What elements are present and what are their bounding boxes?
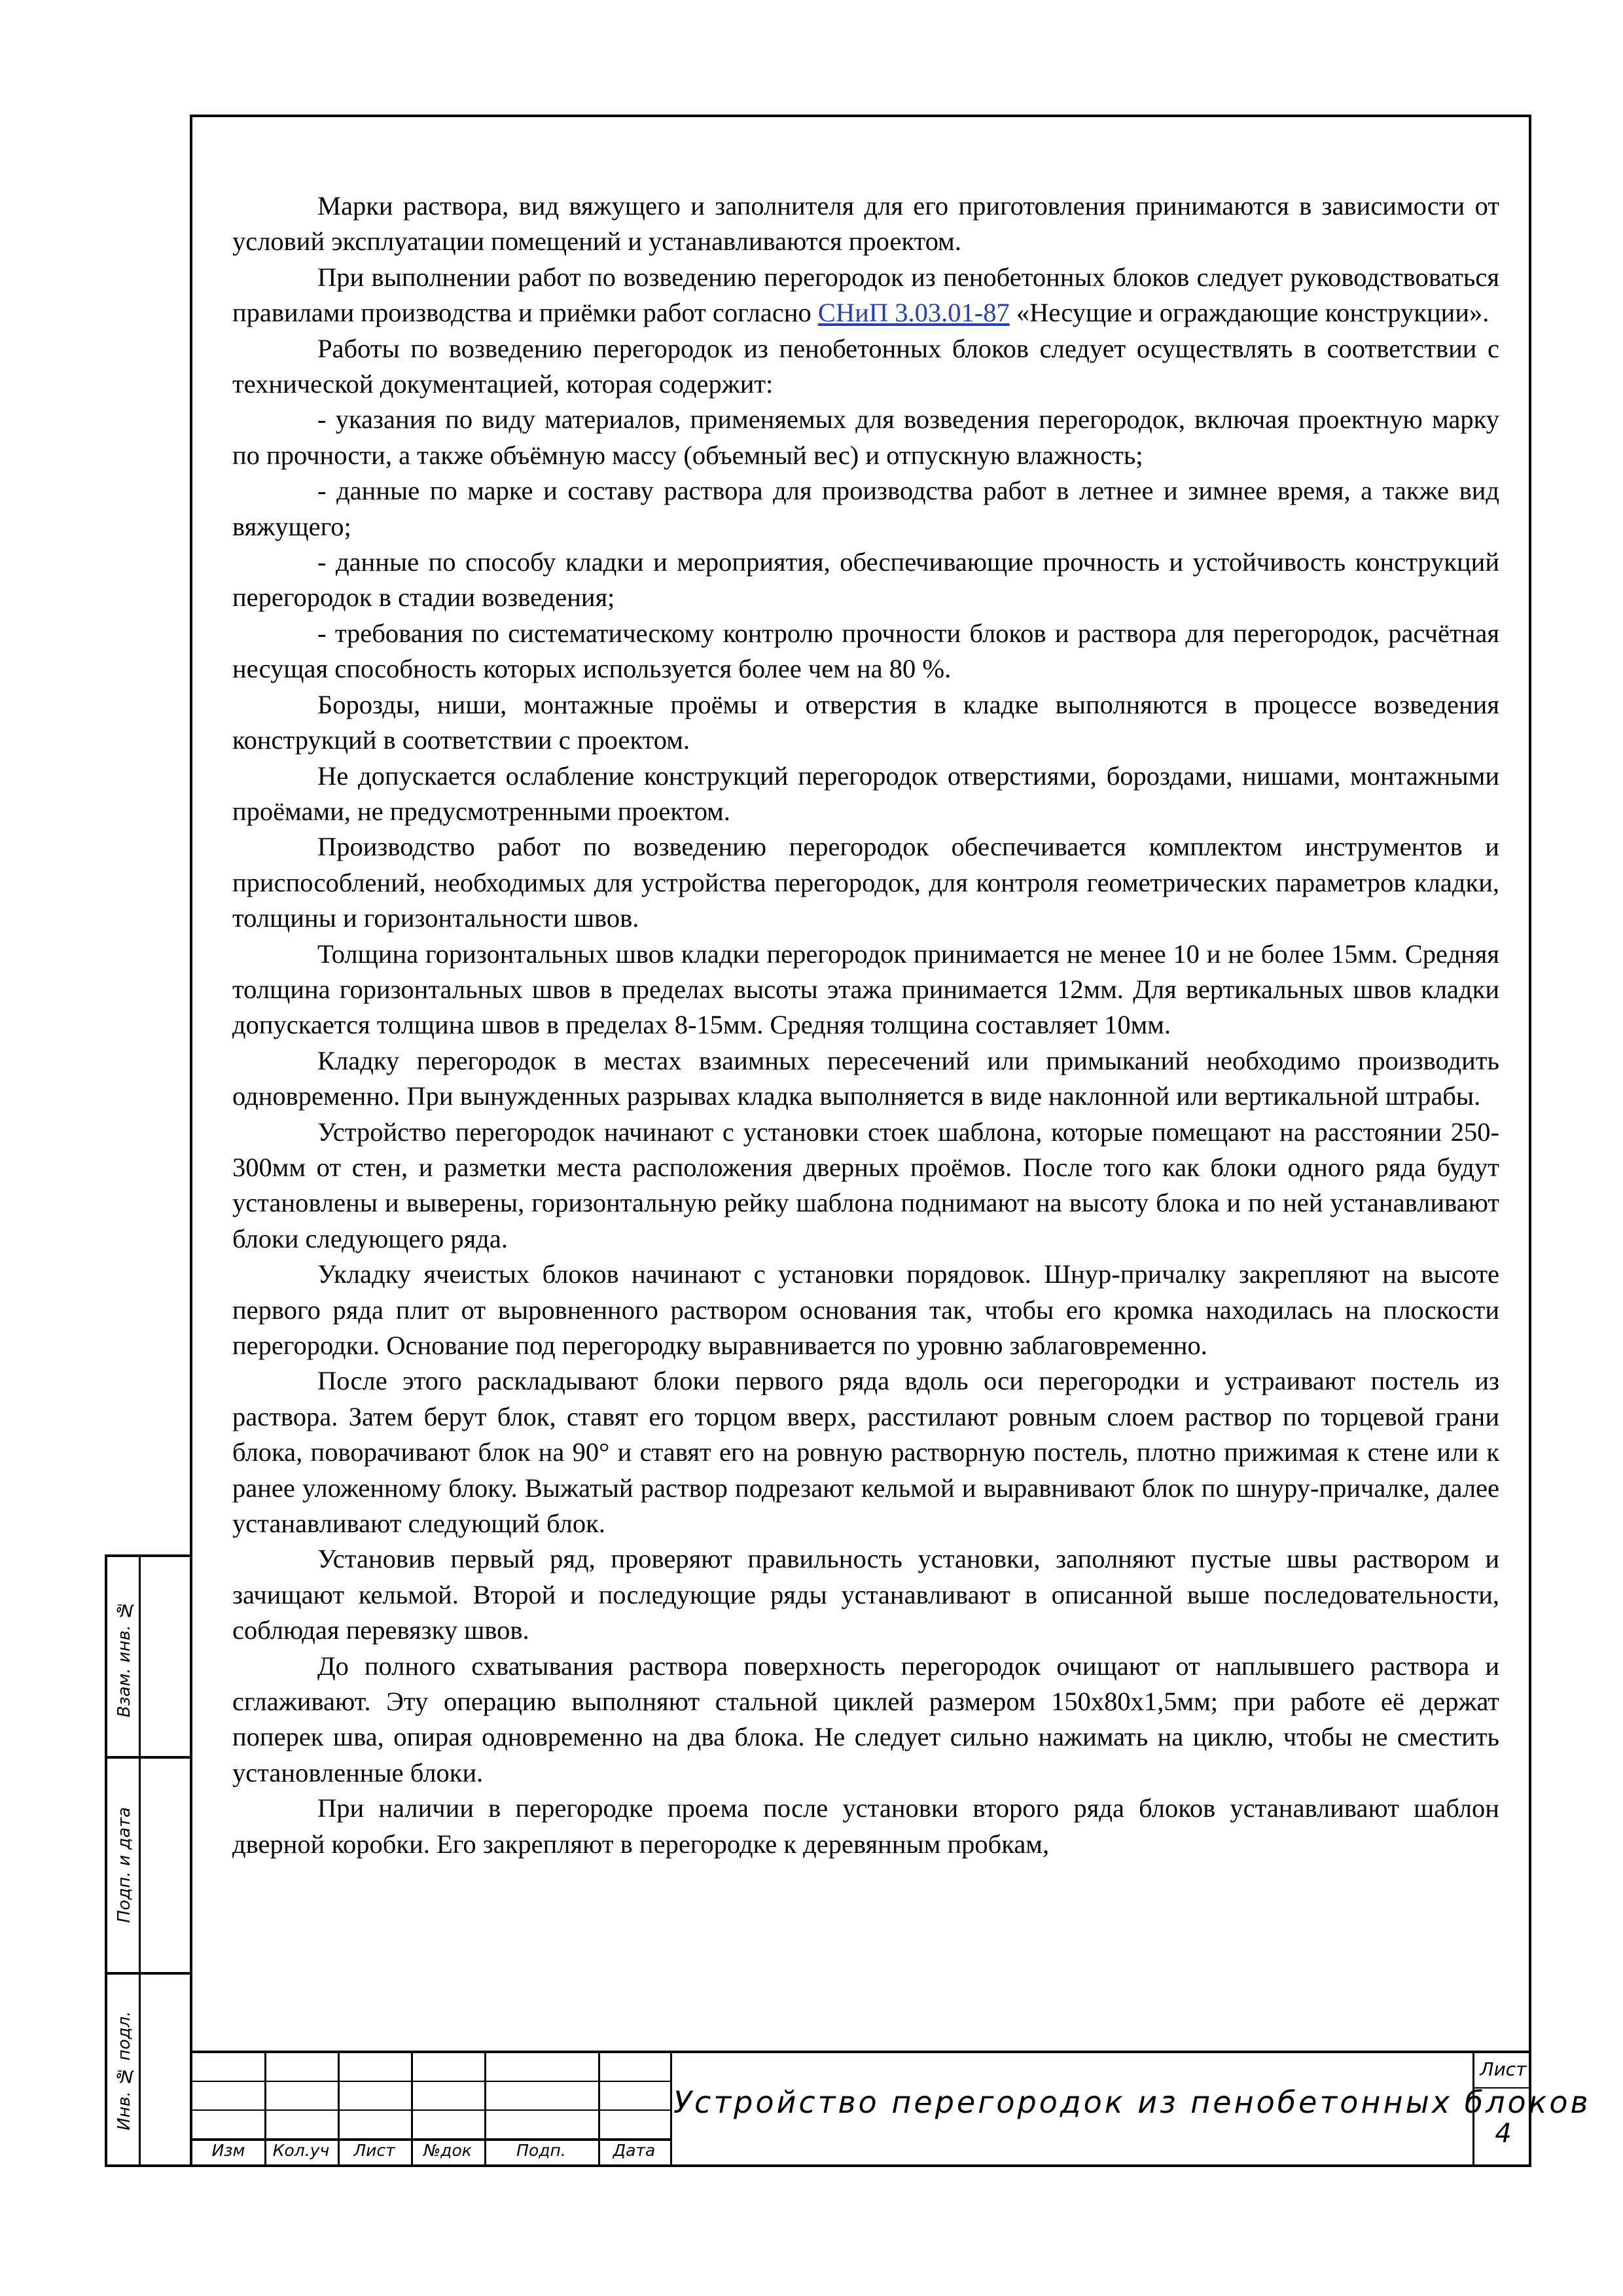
paragraph: Марки раствора, вид вяжущего и заполнителя для его приготовления принимаются в зависимости от условий эксплуатации помещений и устанавливаются проектом. [232,191,1499,257]
tb-header-count: Кол.уч [272,2140,330,2160]
list-item: - указания по виду материалов, применяемых для возведения перегородок, включая проектную марку по прочности, а также объёмную массу (объемный вес) и отпускную влажность; [232,404,1499,470]
document-title: Устройство перегородок из пенобетонных блоков [673,2085,1591,2120]
tb-row-line [192,2109,670,2111]
tb-header-sheet: Лист [353,2140,395,2160]
document-body [232,188,1499,1862]
tb-divider [670,2053,672,2164]
tb-header-signature: Подп. [516,2140,566,2160]
paragraph-text: При выполнении работ по возведению перегородок из пенобетонных блоков следует руководствоваться правилами производства и приёмки работ согласно [232,262,1499,328]
paragraph: При наличии в перегородке проема после установки второго ряда блоков устанавливают шаблон дверной коробки. Его закрепляют в перегородке к деревянным пробкам, [232,1793,1499,1859]
list-item: - данные по марке и составу раствора для производства работ в летнее и зимнее время, а также вид вяжущего; [232,476,1499,541]
tb-header-doc-no: №док [423,2140,472,2160]
paragraph-text: «Несущие и ограждающие конструкции». [1009,298,1489,328]
side-label-replaced-inv: Взам. инв. № [115,1600,134,1717]
tb-row-line [192,2081,670,2082]
paragraph: Укладку ячеистых блоков начинают с установки порядовок. Шнур-причалку закрепляют на высоте первого ряда плит от выровненного раствором основания так, чтобы его кромка находилась на плоскости перегородки. Основание под перегородку выравнивается по уровню заблаговременно. [232,1259,1499,1360]
side-stamp-divider [139,1557,141,2164]
paragraph: Работы по возведению перегородок из пенобетонных блоков следует осуществлять в соответствии с технической документацией, которая содержит: [232,333,1499,399]
side-stamp-row-line [107,1972,190,1975]
paragraph: Толщина горизонтальных швов кладки перегородок принимается не менее 10 и не более 15мм. Средняя толщина горизонтальных швов в пределах высоты этажа принимается 12мм. Для вертикальных швов кладки допускается толщина швов в пределах 8-15мм. Средняя толщина составляет 10мм. [232,939,1499,1040]
list-item: - данные по способу кладки и мероприятия, обеспечивающие прочность и устойчивость конструкций перегородок в стадии возведения; [232,547,1499,613]
paragraph [232,260,1499,331]
side-label-original-inv: Инв. № подл. [115,2011,134,2131]
paragraph: Кладку перегородок в местах взаимных пересечений или примыканий необходимо производить одновременно. При вынужденных разрывах кладка выполняется в виде наклонной или вертикальной штрабы. [232,1045,1499,1111]
paragraph: Устройство перегородок начинают с установки стоек шаблона, которые помещают на расстоянии 250-300мм от стен, и разметки места расположения дверных проёмов. После того как блоки одного ряда будут установлены и выверены, горизонтальную рейку шаблона поднимают на высоту блока и по ней устанавливают блоки следующего ряда. [232,1117,1499,1253]
title-block [190,2051,1591,2167]
paragraph: Установив первый ряд, проверяют правильность установки, заполняют пустые швы раствором и зачищают кельмой. Второй и последующие ряды устанавливают в описанной выше последовательности, соблюдая перевязку швов. [232,1544,1499,1645]
sheet-number: 4 [1495,2119,1512,2149]
paragraph: Борозды, ниши, монтажные проёмы и отверстия в кладке выполняются в процессе возведения конструкций в соответствии с проектом. [232,689,1499,755]
side-label-signature-date: Подп. и дата [115,1806,134,1923]
snip-link[interactable]: СНиП 3.03.01-87 [817,298,1010,328]
sheet-label: Лист [1480,2058,1527,2080]
list-item: - требования по систематическому контролю прочности блоков и раствора для перегородок, расчётная несущая способность которых используется более чем на 80 %. [232,618,1499,684]
paragraph: Не допускается ослабление конструкций перегородок отверстиями, бороздами, нишами, монтажными проёмами, не предусмотренными проектом. [232,761,1499,826]
paragraph: После этого раскладывают блоки первого ряда вдоль оси перегородки и устраивают постель из раствора. Затем берут блок, ставят его торцом вверх, расстилают ровным слоем раствор по торцевой грани блока, поворачивают блок на 90° и ставят его на ровную растворную постель, плотно прижимая к стене или к ранее уложенному блоку. Выжатый раствор подрезают кельмой и выравнивают блок по шнуру-причалке, далее устанавливают следующий блок. [232,1366,1499,1539]
tb-header-date: Дата [613,2140,656,2160]
paragraph: До полного схватывания раствора поверхность перегородок очищают от наплывшего раствора и сглаживают. Эту операцию выполняют стальной циклей размером 150х80х1,5мм; при работе её держат поперек шва, опирая одновременно на два блока. Не следует сильно нажимать на циклю, чтобы не сместить установленные блоки. [232,1651,1499,1787]
paragraph: Производство работ по возведению перегородок обеспечивается комплектом инструментов и приспособлений, необходимых для устройства перегородок, для контроля геометрических параметров кладки, толщины и горизонтальности швов. [232,832,1499,933]
tb-header-change: Изм [211,2140,245,2160]
side-stamp [105,1554,190,2167]
side-stamp-row-line [107,1756,190,1759]
